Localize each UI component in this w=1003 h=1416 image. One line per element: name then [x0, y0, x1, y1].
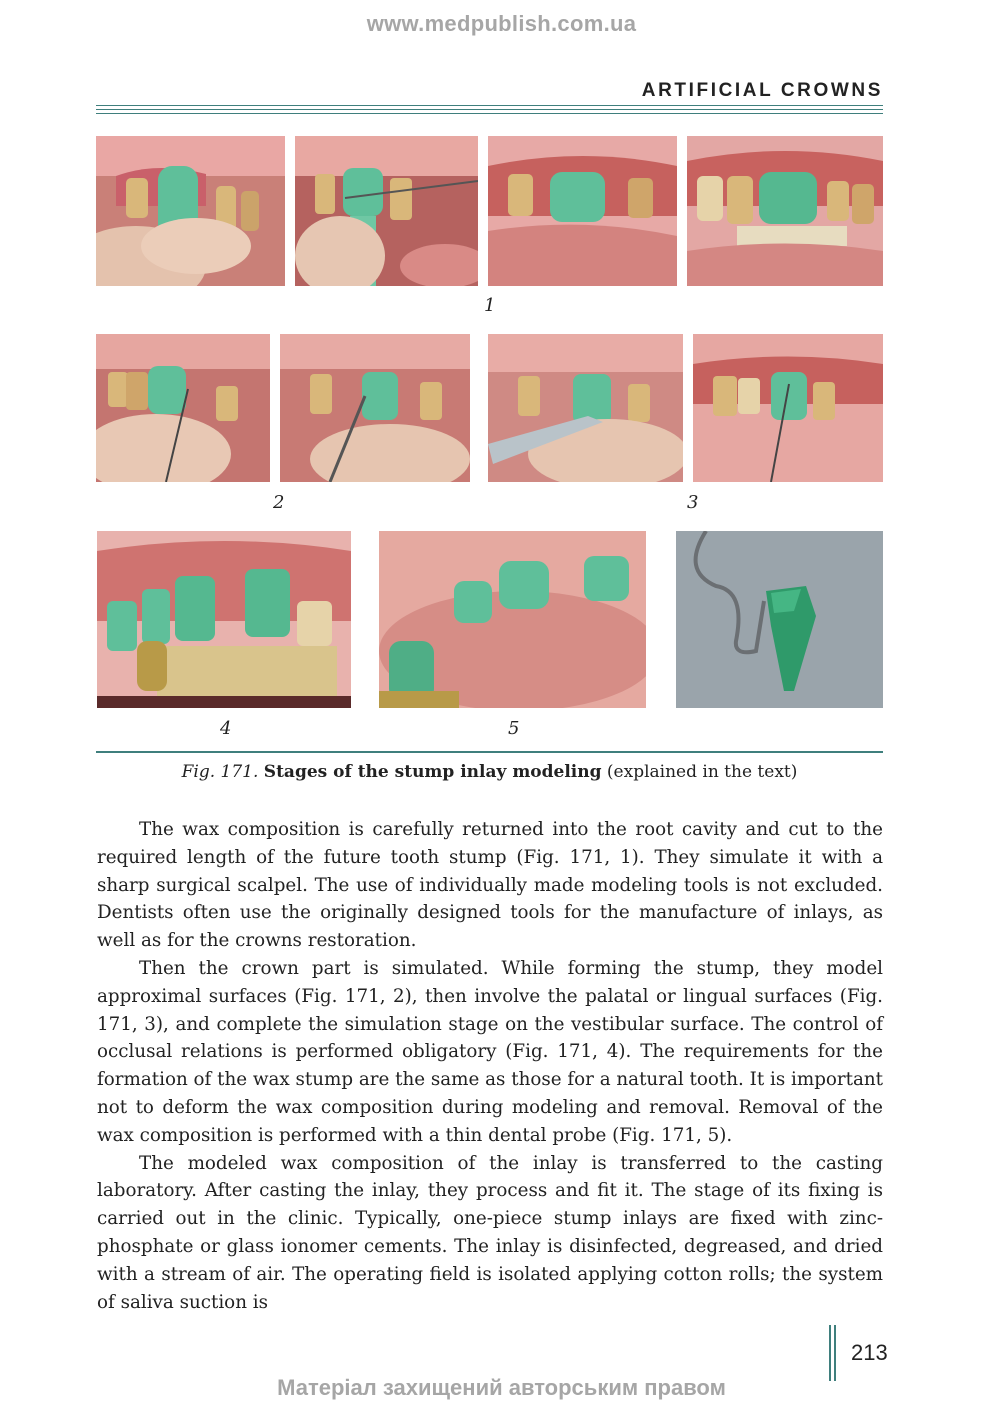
photo-1d-wax-front-view	[687, 136, 883, 286]
header-rule-3	[96, 113, 883, 114]
panel-number-3: 3	[687, 492, 699, 513]
watermark-top-url: www.medpublish.com.ua	[366, 11, 637, 36]
photo-3a-palatal-scalpel	[488, 334, 683, 482]
photo-4-occlusion-check	[97, 531, 351, 708]
panel-number-5: 5	[508, 718, 520, 739]
paragraph-1: The wax composition is carefully returned into the root cavity and cut to the required length of the future tooth stump (Fig. 171, 1). They simulate it with a sharp surgical scalpel. The use of individually made modeling tools is not excluded. Dentists often use the originally designed tools for the manufacture of inlays, as well as for the crowns restoration.	[97, 819, 883, 952]
header-rule-1	[96, 105, 883, 106]
paragraph-2: Then the crown part is simulated. While forming the stump, they model approximal surfaces (Fig. 171, 2), then involve the palatal or lingual surfaces (Fig. 171, 3), and complete the simulation stage on the vestibular surface. The control of occlusal relations is performed obligatory (Fig. 171, 4). The requirements for the formation of the wax stump are the same as those for a natural tooth. It is important not to deform the wax composition during modeling and removal. Removal of the wax composition is performed with a thin dental probe (Fig. 171, 5).	[97, 957, 884, 1146]
figure-caption	[96, 762, 883, 782]
caption-rule	[96, 751, 883, 753]
caption-title: Stages of the stump inlay modeling	[263, 762, 602, 782]
page-number-rules	[829, 1325, 838, 1381]
panel-number-4: 4	[220, 718, 232, 739]
page-number: 213	[851, 1340, 888, 1365]
caption-note: (explained in the text)	[606, 762, 798, 782]
running-head: ARTIFICIAL CROWNS	[641, 80, 883, 101]
photo-1b-wax-cut-probe	[295, 136, 478, 286]
caption-label: Fig. 171.	[181, 762, 259, 782]
watermark-bottom-copyright: Матеріал захищений авторським правом	[277, 1375, 726, 1400]
panel-number-1: 1	[484, 295, 496, 316]
photo-1a-wax-insertion	[96, 136, 285, 286]
photo-5a-wax-stumps-occlusal	[379, 531, 646, 708]
body-text	[97, 816, 883, 1316]
photo-1c-wax-in-place	[488, 136, 677, 286]
header-rule-2	[96, 109, 883, 110]
photo-2a-approximal-modeling	[96, 334, 270, 482]
panel-number-2: 2	[273, 492, 285, 513]
photo-3b-palatal-probe	[693, 334, 883, 482]
paragraph-3: The modeled wax composition of the inlay is transferred to the casting laboratory. After casting the inlay, they process and fit it. The stage of its fixing is carried out in the clinic. Typically, one-piece stump inlays are fixed with zinc-phosphate or glass ionomer cements. The inlay is disinfected, degreased, and dried with a stream of air. The operating field is isolated applying cotton rolls; the system of saliva suction is	[97, 1152, 883, 1313]
photo-2b-approximal-modeling-tool	[280, 334, 470, 482]
photo-5b-removed-inlay-on-probe	[676, 531, 883, 708]
